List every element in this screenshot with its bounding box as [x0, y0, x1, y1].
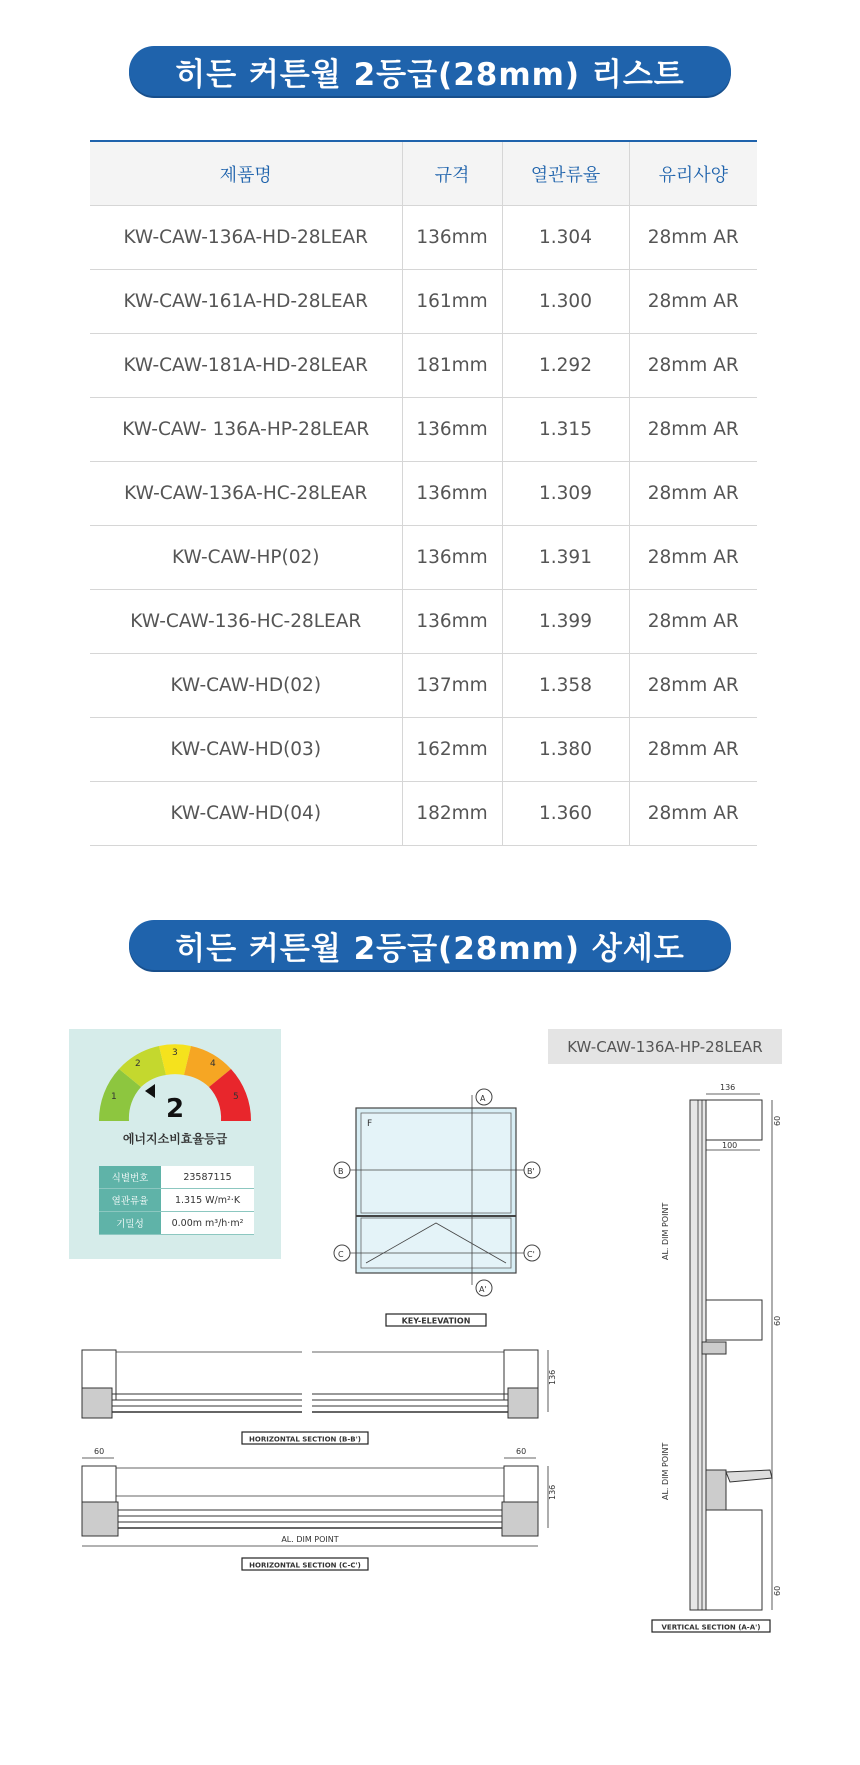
- product-name-cell: KW-CAW- 136A-HP-28LEAR: [90, 398, 402, 462]
- table-row: [90, 526, 757, 590]
- glass-spec-cell: 28mm AR: [629, 526, 757, 590]
- u-value-cell: 1.300: [502, 270, 629, 334]
- technical-drawings: [0, 1020, 860, 1640]
- product-name-cell: KW-CAW-136A-HC-28LEAR: [90, 462, 402, 526]
- vertical-section-aa-label: VERTICAL SECTION (A-A'): [661, 1623, 761, 1632]
- key-elevation-label: KEY-ELEVATION: [401, 1316, 471, 1326]
- table-row: [90, 206, 757, 270]
- horizontal-section-bb-drawing: [82, 1345, 557, 1444]
- energy-info-value: 23587115: [161, 1166, 254, 1189]
- marker-b: B: [338, 1167, 344, 1176]
- glass-spec-cell: 28mm AR: [629, 718, 757, 782]
- energy-info-key: 기밀성: [99, 1212, 161, 1235]
- product-name-cell: KW-CAW-136A-HD-28LEAR: [90, 206, 402, 270]
- table-row: [90, 590, 757, 654]
- size-cell: 136mm: [402, 462, 502, 526]
- cc-left-dimension: 60: [94, 1447, 105, 1456]
- u-value-cell: 1.360: [502, 782, 629, 846]
- table-row: [90, 462, 757, 526]
- horizontal-section-cc-label: HORIZONTAL SECTION (C-C'): [249, 1561, 361, 1570]
- grade-scale-3: 3: [172, 1048, 178, 1058]
- energy-label-caption: 에너지소비효율등급: [122, 1132, 228, 1146]
- energy-info-value: 0.00m m³/h·m²: [161, 1212, 254, 1235]
- energy-info-key: 열관류율: [99, 1189, 161, 1212]
- u-value-cell: 1.315: [502, 398, 629, 462]
- aa-top-dimension: 136: [720, 1083, 736, 1092]
- aa-dimension-top: 60: [773, 1115, 782, 1126]
- grade-scale-1: 1: [111, 1092, 117, 1102]
- product-name-cell: KW-CAW-HD(04): [90, 782, 402, 846]
- grade-scale-4: 4: [210, 1059, 216, 1069]
- fixed-mark: F: [367, 1119, 373, 1129]
- table-row: [90, 654, 757, 718]
- aa-dim-point-lower: AL. DIM POINT: [661, 1442, 670, 1500]
- marker-c: C: [338, 1250, 344, 1259]
- detail-section-title: 히든 커튼월 2등급(28mm) 상세도: [129, 920, 731, 970]
- product-name-cell: KW-CAW-HD(03): [90, 718, 402, 782]
- energy-info-key: 식별번호: [99, 1166, 161, 1189]
- header-u-value: 열관류율: [502, 141, 629, 206]
- glass-spec-cell: 28mm AR: [629, 206, 757, 270]
- table-row: [90, 782, 757, 846]
- table-header-row: [90, 141, 757, 206]
- table-row: [90, 398, 757, 462]
- glass-spec-cell: 28mm AR: [629, 462, 757, 526]
- marker-c-prime: C': [527, 1250, 535, 1259]
- marker-a: A: [480, 1094, 486, 1103]
- aa-inner-dimension: 100: [722, 1141, 738, 1150]
- u-value-cell: 1.399: [502, 590, 629, 654]
- glass-spec-cell: 28mm AR: [629, 270, 757, 334]
- size-cell: 136mm: [402, 206, 502, 270]
- size-cell: 161mm: [402, 270, 502, 334]
- u-value-cell: 1.391: [502, 526, 629, 590]
- list-section-title: 히든 커튼월 2등급(28mm) 리스트: [129, 46, 731, 96]
- glass-spec-cell: 28mm AR: [629, 334, 757, 398]
- u-value-cell: 1.380: [502, 718, 629, 782]
- glass-spec-cell: 28mm AR: [629, 398, 757, 462]
- header-product-name: 제품명: [90, 141, 402, 206]
- glass-spec-cell: 28mm AR: [629, 654, 757, 718]
- bb-dimension: 136: [548, 1369, 557, 1385]
- product-name-cell: KW-CAW-HD(02): [90, 654, 402, 718]
- product-name-cell: KW-CAW-HP(02): [90, 526, 402, 590]
- size-cell: 136mm: [402, 398, 502, 462]
- grade-number: 2: [166, 1094, 185, 1124]
- glass-spec-cell: 28mm AR: [629, 590, 757, 654]
- cc-right-dimension: 60: [516, 1447, 527, 1456]
- marker-b-prime: B': [527, 1167, 535, 1176]
- aa-dimension-middle: 60: [773, 1315, 782, 1326]
- table-row: [90, 718, 757, 782]
- cc-dim-point: AL. DIM POINT: [281, 1535, 339, 1544]
- marker-a-prime: A': [479, 1285, 487, 1294]
- vertical-section-aa-drawing: [652, 1083, 782, 1632]
- key-elevation-drawing: [334, 1089, 540, 1326]
- header-glass-spec: 유리사양: [629, 141, 757, 206]
- table-row: [90, 334, 757, 398]
- model-tag: KW-CAW-136A-HP-28LEAR: [548, 1029, 782, 1064]
- aa-dim-point-upper: AL. DIM POINT: [661, 1202, 670, 1260]
- header-size: 규격: [402, 141, 502, 206]
- u-value-cell: 1.309: [502, 462, 629, 526]
- product-name-cell: KW-CAW-161A-HD-28LEAR: [90, 270, 402, 334]
- product-name-cell: KW-CAW-136-HC-28LEAR: [90, 590, 402, 654]
- grade-scale-2: 2: [135, 1059, 141, 1069]
- u-value-cell: 1.304: [502, 206, 629, 270]
- aa-dimension-bottom: 60: [773, 1585, 782, 1596]
- horizontal-section-bb-label: HORIZONTAL SECTION (B-B'): [249, 1435, 361, 1444]
- u-value-cell: 1.292: [502, 334, 629, 398]
- size-cell: 182mm: [402, 782, 502, 846]
- size-cell: 181mm: [402, 334, 502, 398]
- product-name-cell: KW-CAW-181A-HD-28LEAR: [90, 334, 402, 398]
- horizontal-section-cc-drawing: [82, 1447, 557, 1570]
- size-cell: 162mm: [402, 718, 502, 782]
- grade-scale-5: 5: [233, 1092, 239, 1102]
- glass-spec-cell: 28mm AR: [629, 782, 757, 846]
- size-cell: 136mm: [402, 590, 502, 654]
- u-value-cell: 1.358: [502, 654, 629, 718]
- cc-side-dimension: 136: [548, 1484, 557, 1500]
- energy-info-value: 1.315 W/m²·K: [161, 1189, 254, 1212]
- table-row: [90, 270, 757, 334]
- spec-table: [90, 140, 757, 846]
- size-cell: 136mm: [402, 526, 502, 590]
- size-cell: 137mm: [402, 654, 502, 718]
